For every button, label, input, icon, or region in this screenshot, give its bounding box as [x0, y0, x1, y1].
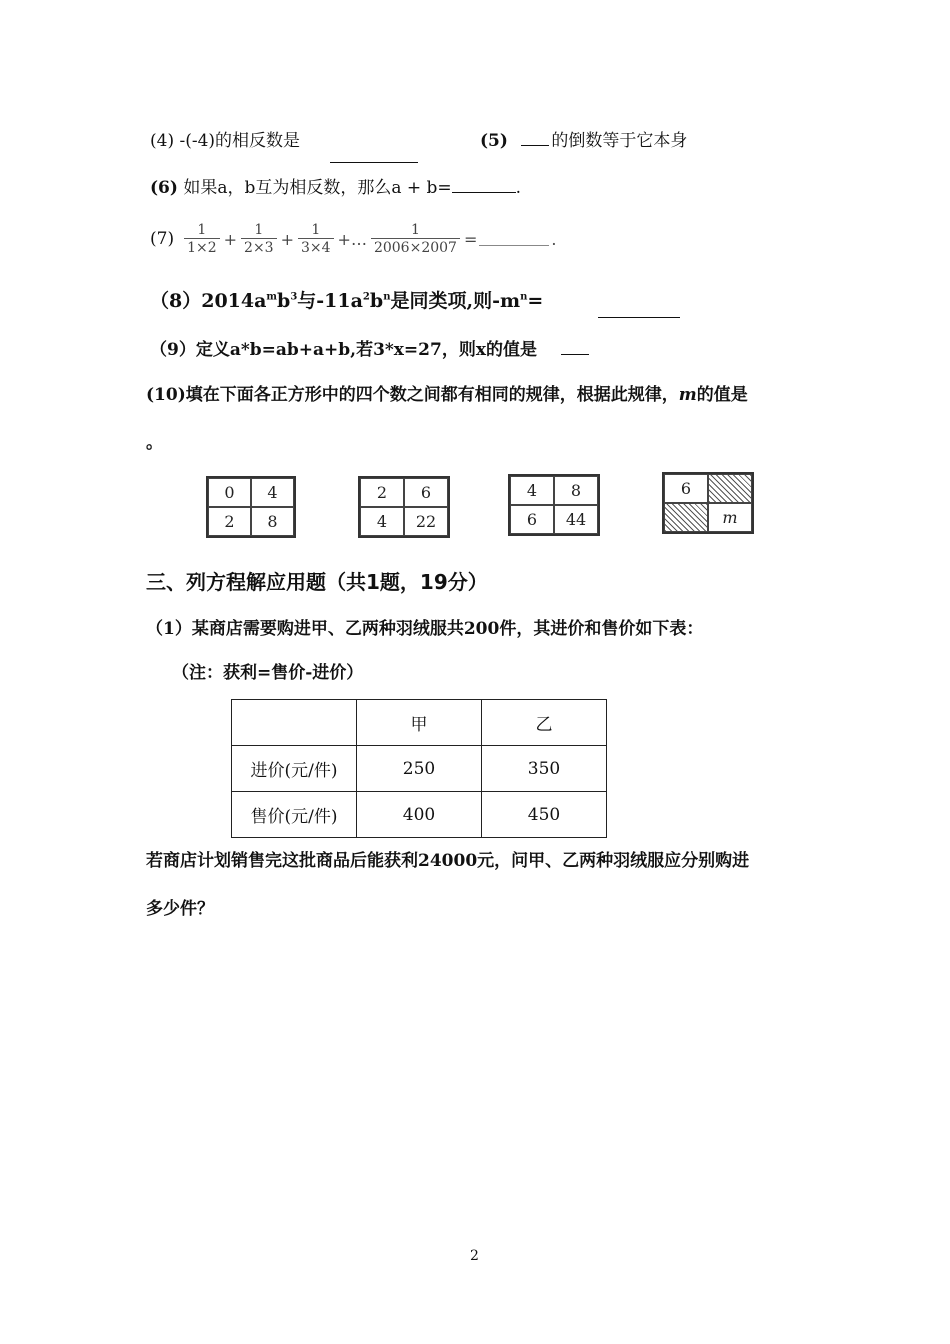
square-cell: 6 — [664, 474, 708, 503]
table-cell: 350 — [482, 746, 607, 792]
price-table — [231, 699, 607, 838]
q7-fraction-last-denominator: 2006×2007 — [371, 238, 460, 256]
q7-fraction-2-numerator: 1 — [254, 222, 264, 238]
number-square-4 — [662, 472, 754, 534]
table-row — [232, 792, 607, 838]
q10-end: 。 — [146, 433, 163, 453]
q5-number: (5) — [480, 131, 508, 151]
q7-fraction-2 — [241, 222, 277, 256]
q9-text: （9）定义a*b=ab+a+b,若3*x=27，则x的值是 — [150, 340, 537, 360]
number-square-2 — [358, 476, 450, 538]
q9-answer-blank — [561, 353, 589, 355]
q8-part-3: 与-11a — [297, 290, 363, 312]
q7-fraction-last — [371, 222, 460, 256]
table-header-cell: 乙 — [482, 700, 607, 746]
question-7 — [150, 222, 558, 256]
q4-text: (4) -(-4)的相反数是 — [150, 131, 301, 151]
q8-part-5: 是同类项,则-m — [390, 290, 521, 312]
q7-equals: = — [463, 229, 478, 249]
hatched-cell — [664, 503, 708, 532]
q8-exponent-2: 3 — [290, 291, 298, 303]
q7-fraction-3-denominator: 3×4 — [298, 238, 334, 256]
q6-number: (6) — [150, 178, 178, 198]
question-6 — [150, 173, 521, 198]
q8-exponent-3: 2 — [362, 291, 370, 303]
q4-answer-blank — [330, 162, 418, 163]
table-cell: 进价(元/件) — [232, 746, 357, 792]
q6-end: . — [515, 178, 522, 198]
q5-answer-blank — [521, 144, 549, 146]
table-cell: 售价(元/件) — [232, 792, 357, 838]
q6-answer-blank — [452, 191, 516, 193]
square-cell: 4 — [360, 507, 404, 536]
table-header-row — [232, 700, 607, 746]
problem-1-note: （注：获利=售价-进价） — [172, 663, 364, 683]
square-cell: 4 — [510, 476, 554, 505]
question-9 — [150, 335, 589, 360]
plus-sign: + — [223, 229, 238, 249]
q7-fraction-last-numerator: 1 — [410, 222, 420, 238]
table-cell: 400 — [357, 792, 482, 838]
square-cell: 6 — [404, 478, 448, 507]
q7-number: (7) — [150, 229, 175, 249]
q10-answer-line — [146, 428, 163, 453]
q7-ellipsis: +… — [337, 229, 367, 249]
square-cell: 0 — [208, 478, 251, 507]
plus-sign: + — [280, 229, 294, 249]
q10-text: (10)填在下面各正方形中的四个数之间都有相同的规律，根据此规律， — [146, 385, 679, 405]
q8-exponent-5: n — [520, 291, 528, 303]
table-row — [232, 746, 607, 792]
square-cell: 4 — [251, 478, 294, 507]
q7-answer-blank — [479, 244, 549, 246]
number-square-3 — [508, 474, 600, 536]
question-4 — [150, 126, 300, 151]
problem-1-question-line-1: 若商店计划销售完这批商品后能获利24000元，问甲、乙两种羽绒服应分别购进 — [146, 851, 750, 871]
q8-part-2: b — [277, 290, 291, 312]
question-8 — [150, 286, 543, 313]
square-cell: 22 — [404, 507, 448, 536]
question-10 — [146, 380, 748, 405]
q8-exponent-1: m — [266, 291, 278, 303]
q8-exponent-4: n — [383, 291, 391, 303]
q7-fraction-3-numerator: 1 — [311, 222, 321, 238]
square-cell: 2 — [208, 507, 251, 536]
section-3-heading: 三、列方程解应用题（共1题，19分） — [146, 570, 488, 594]
table-header-cell — [232, 700, 357, 746]
number-square-1 — [206, 476, 296, 538]
question-5 — [480, 126, 687, 151]
q7-fraction-1-numerator: 1 — [197, 222, 207, 238]
q6-text: 如果a，b互为相反数，那么a + b= — [183, 178, 452, 198]
q7-fraction-2-denominator: 2×3 — [241, 238, 277, 256]
page-number: 2 — [470, 1248, 479, 1264]
hatched-cell — [708, 474, 752, 503]
q7-fraction-1 — [184, 222, 220, 256]
q10-variable: m — [678, 385, 697, 405]
square-cell: 8 — [251, 507, 294, 536]
q7-fraction-1-denominator: 1×2 — [184, 238, 220, 256]
square-cell: 44 — [554, 505, 598, 534]
q10-text-end: 的值是 — [696, 385, 748, 405]
q5-text: 的倒数等于它本身 — [551, 131, 688, 151]
q8-part-1: （8）2014a — [150, 290, 267, 312]
unknown-m-cell: m — [708, 503, 752, 532]
problem-1-intro: （1）某商店需要购进甲、乙两种羽绒服共200件，其进价和售价如下表： — [146, 619, 704, 639]
q7-end: . — [551, 229, 557, 249]
table-cell: 250 — [357, 746, 482, 792]
table-cell: 450 — [482, 792, 607, 838]
q7-fraction-3 — [298, 222, 334, 256]
square-cell: 8 — [554, 476, 598, 505]
q8-part-4: b — [369, 290, 384, 312]
q8-end: = — [527, 290, 544, 312]
table-header-cell: 甲 — [357, 700, 482, 746]
problem-1-question-line-2: 多少件？ — [146, 899, 214, 919]
q8-answer-blank — [598, 317, 680, 318]
square-cell: 6 — [510, 505, 554, 534]
square-cell: 2 — [360, 478, 404, 507]
